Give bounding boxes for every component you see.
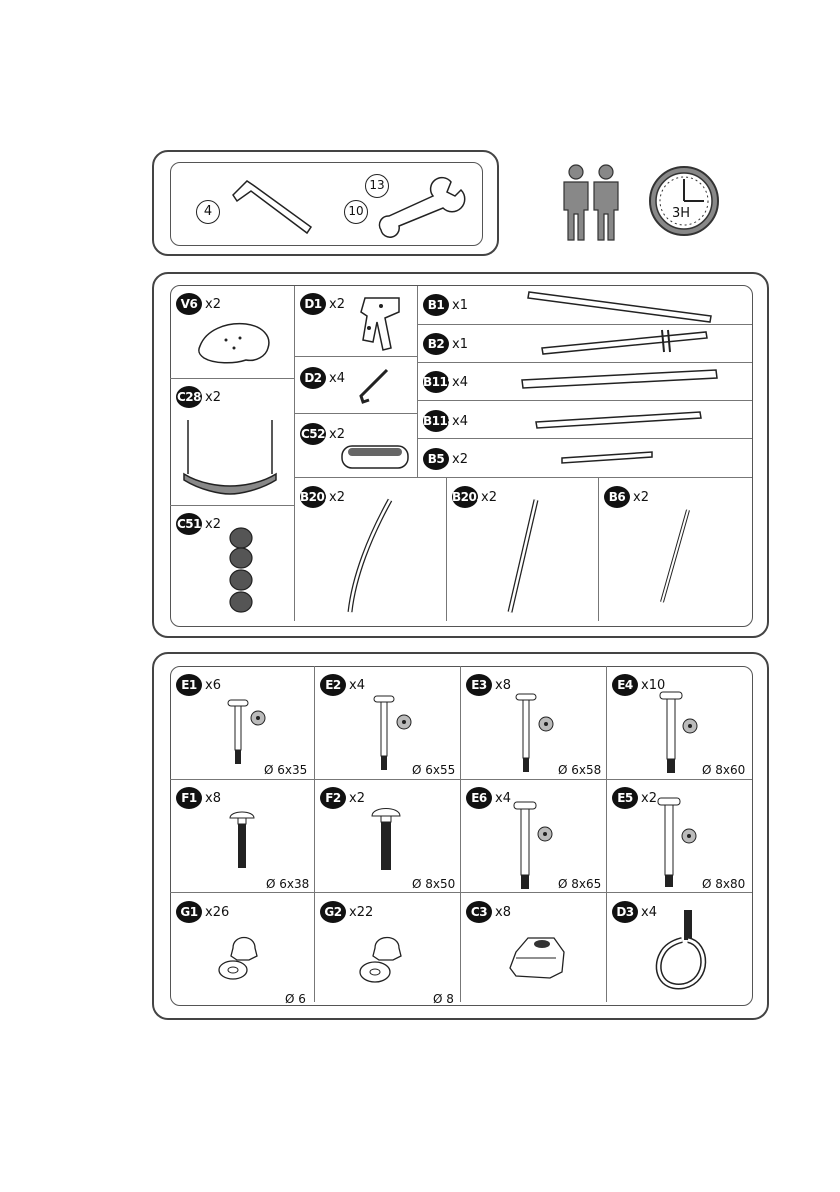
part-qty: x2 bbox=[481, 489, 497, 505]
eye-bolt-d3-illustration bbox=[652, 908, 712, 994]
part-code-badge: B1 bbox=[423, 294, 449, 316]
bolt-e4-illustration bbox=[658, 690, 698, 776]
two-persons-icon bbox=[560, 162, 624, 242]
allen-key-size-label: 4 bbox=[196, 200, 220, 224]
hw-dim-e3: Ø 6x58 bbox=[558, 763, 602, 777]
hw-code-badge: E1 bbox=[176, 674, 202, 696]
hw-code-badge: E6 bbox=[466, 787, 492, 809]
part-code-badge: C28 bbox=[176, 386, 202, 408]
tube-b2-illustration bbox=[540, 326, 710, 362]
hw-dim-e2: Ø 6x55 bbox=[412, 763, 456, 777]
part-label-d2 bbox=[300, 367, 345, 389]
hw-qty: x26 bbox=[205, 904, 230, 920]
part-qty: x2 bbox=[633, 489, 649, 505]
hw-code-badge: G2 bbox=[320, 901, 346, 923]
hw-code-badge: C3 bbox=[466, 901, 492, 923]
hw-code-badge: E4 bbox=[612, 674, 638, 696]
part-qty: x1 bbox=[452, 297, 468, 313]
wrench-size-13-label: 13 bbox=[365, 174, 389, 198]
part-code-badge: B2 bbox=[423, 333, 449, 355]
hw-code-badge: F2 bbox=[320, 787, 346, 809]
hw-qty: x2 bbox=[641, 790, 657, 806]
hw-code-badge: G1 bbox=[176, 901, 202, 923]
part-code-badge: B5 bbox=[423, 448, 449, 470]
clock-icon bbox=[648, 165, 720, 237]
parts-divider bbox=[598, 477, 599, 621]
bolt-e5-illustration bbox=[656, 796, 700, 890]
part-label-c51 bbox=[176, 513, 221, 535]
part-qty: x2 bbox=[205, 516, 221, 532]
end-cap-c3-illustration bbox=[506, 932, 570, 984]
seat-plate-v6-illustration bbox=[196, 318, 276, 368]
hw-qty: x22 bbox=[349, 904, 374, 920]
hw-dim-e6: Ø 8x65 bbox=[558, 877, 602, 891]
part-label-b1 bbox=[423, 294, 468, 316]
part-label-b119 bbox=[423, 371, 468, 393]
nut-washer-g1-illustration bbox=[215, 930, 271, 982]
carriage-bolt-f2-illustration bbox=[370, 804, 404, 874]
hw-dim-f1: Ø 6x38 bbox=[266, 877, 310, 891]
tube-b118-illustration bbox=[534, 406, 704, 430]
hw-code-badge: E3 bbox=[466, 674, 492, 696]
hw-code-badge: F1 bbox=[176, 787, 202, 809]
bolt-e6-illustration bbox=[512, 800, 556, 890]
hw-label-g2 bbox=[320, 901, 373, 923]
hw-label-c3 bbox=[466, 901, 511, 923]
hw-qty: x6 bbox=[205, 677, 221, 693]
hw-label-e2 bbox=[320, 674, 365, 696]
part-label-b2 bbox=[423, 333, 468, 355]
parts-divider bbox=[170, 505, 294, 506]
wrench-size-10-label: 10 bbox=[344, 200, 368, 224]
hardware-divider bbox=[606, 666, 607, 1002]
hardware-divider bbox=[170, 892, 752, 893]
bolt-e3-illustration bbox=[514, 692, 554, 774]
bracket-d1-illustration bbox=[355, 292, 410, 354]
hw-qty: x4 bbox=[495, 790, 511, 806]
hardware-divider bbox=[460, 666, 461, 1002]
parts-divider bbox=[417, 400, 752, 401]
parts-divider bbox=[446, 477, 447, 621]
part-qty: x2 bbox=[329, 426, 345, 442]
part-code-badge: C51 bbox=[176, 513, 202, 535]
parts-divider bbox=[294, 286, 295, 621]
swing-seat-c28-illustration bbox=[180, 418, 280, 498]
part-code-badge: B119 bbox=[423, 371, 449, 393]
part-qty: x4 bbox=[452, 413, 468, 429]
part-label-b202 bbox=[300, 486, 345, 508]
part-label-b5 bbox=[423, 448, 468, 470]
hw-qty: x8 bbox=[205, 790, 221, 806]
part-code-badge: V6 bbox=[176, 293, 202, 315]
parts-divider bbox=[417, 286, 418, 477]
part-qty: x2 bbox=[329, 296, 345, 312]
curved-tube-b202-illustration bbox=[340, 496, 400, 616]
hw-dim-e4: Ø 8x60 bbox=[702, 763, 746, 777]
hw-code-badge: E2 bbox=[320, 674, 346, 696]
hw-code-badge: D3 bbox=[612, 901, 638, 923]
hw-qty: x10 bbox=[641, 677, 666, 693]
part-label-d1 bbox=[300, 293, 345, 315]
hw-code-badge: E5 bbox=[612, 787, 638, 809]
part-qty: x2 bbox=[205, 389, 221, 405]
hardware-divider bbox=[314, 666, 315, 1002]
part-label-b6 bbox=[604, 486, 649, 508]
hw-dim-e5: Ø 8x80 bbox=[702, 877, 746, 891]
part-code-badge: C52 bbox=[300, 423, 326, 445]
hw-qty: x2 bbox=[349, 790, 365, 806]
pad-c52-illustration bbox=[340, 442, 412, 472]
duration-label: 3H bbox=[672, 206, 691, 221]
hw-qty: x4 bbox=[349, 677, 365, 693]
parts-divider bbox=[170, 378, 294, 379]
part-code-badge: B202 bbox=[300, 486, 326, 508]
hw-label-e3 bbox=[466, 674, 511, 696]
hw-label-e1 bbox=[176, 674, 221, 696]
parts-divider bbox=[294, 413, 417, 414]
hw-label-g1 bbox=[176, 901, 229, 923]
part-label-v6 bbox=[176, 293, 221, 315]
rod-b6-illustration bbox=[650, 506, 700, 606]
part-qty: x2 bbox=[205, 296, 221, 312]
parts-divider bbox=[294, 477, 752, 478]
parts-divider bbox=[417, 362, 752, 363]
carriage-bolt-f1-illustration bbox=[228, 808, 258, 872]
wrench-icon bbox=[375, 178, 465, 240]
part-qty: x4 bbox=[329, 370, 345, 386]
part-label-b118 bbox=[423, 410, 468, 432]
tube-b1-illustration bbox=[525, 286, 715, 326]
tube-b5-illustration bbox=[560, 448, 655, 468]
part-qty: x4 bbox=[452, 374, 468, 390]
hardware-divider bbox=[170, 779, 752, 780]
hw-qty: x8 bbox=[495, 677, 511, 693]
hw-dim-g1: Ø 6 bbox=[285, 992, 306, 1006]
part-qty: x2 bbox=[329, 489, 345, 505]
hook-d2-illustration bbox=[355, 366, 395, 406]
hw-label-f1 bbox=[176, 787, 221, 809]
bolt-e1-illustration bbox=[226, 698, 266, 768]
part-code-badge: B6 bbox=[604, 486, 630, 508]
allen-key-icon bbox=[225, 175, 320, 240]
part-code-badge: D1 bbox=[300, 293, 326, 315]
parts-divider bbox=[294, 356, 417, 357]
hw-dim-g2: Ø 8 bbox=[433, 992, 454, 1006]
part-code-badge: B118 bbox=[423, 410, 449, 432]
tube-b119-illustration bbox=[520, 366, 720, 392]
nut-washer-g2-illustration bbox=[355, 930, 415, 984]
hw-qty: x8 bbox=[495, 904, 511, 920]
hw-label-e5 bbox=[612, 787, 657, 809]
part-code-badge: D2 bbox=[300, 367, 326, 389]
rope-grips-c51-illustration bbox=[226, 526, 256, 618]
hw-label-d3 bbox=[612, 901, 657, 923]
hw-label-e6 bbox=[466, 787, 511, 809]
part-qty: x1 bbox=[452, 336, 468, 352]
part-label-c52 bbox=[300, 423, 345, 445]
part-qty: x2 bbox=[452, 451, 468, 467]
part-label-b203 bbox=[452, 486, 497, 508]
hw-dim-e1: Ø 6x35 bbox=[264, 763, 308, 777]
hw-label-f2 bbox=[320, 787, 365, 809]
hw-qty: x4 bbox=[641, 904, 657, 920]
part-code-badge: B203 bbox=[452, 486, 478, 508]
tube-b203-illustration bbox=[500, 496, 550, 616]
parts-divider bbox=[417, 438, 752, 439]
hw-dim-f2: Ø 8x50 bbox=[412, 877, 456, 891]
part-label-c28 bbox=[176, 386, 221, 408]
bolt-e2-illustration bbox=[372, 694, 412, 774]
